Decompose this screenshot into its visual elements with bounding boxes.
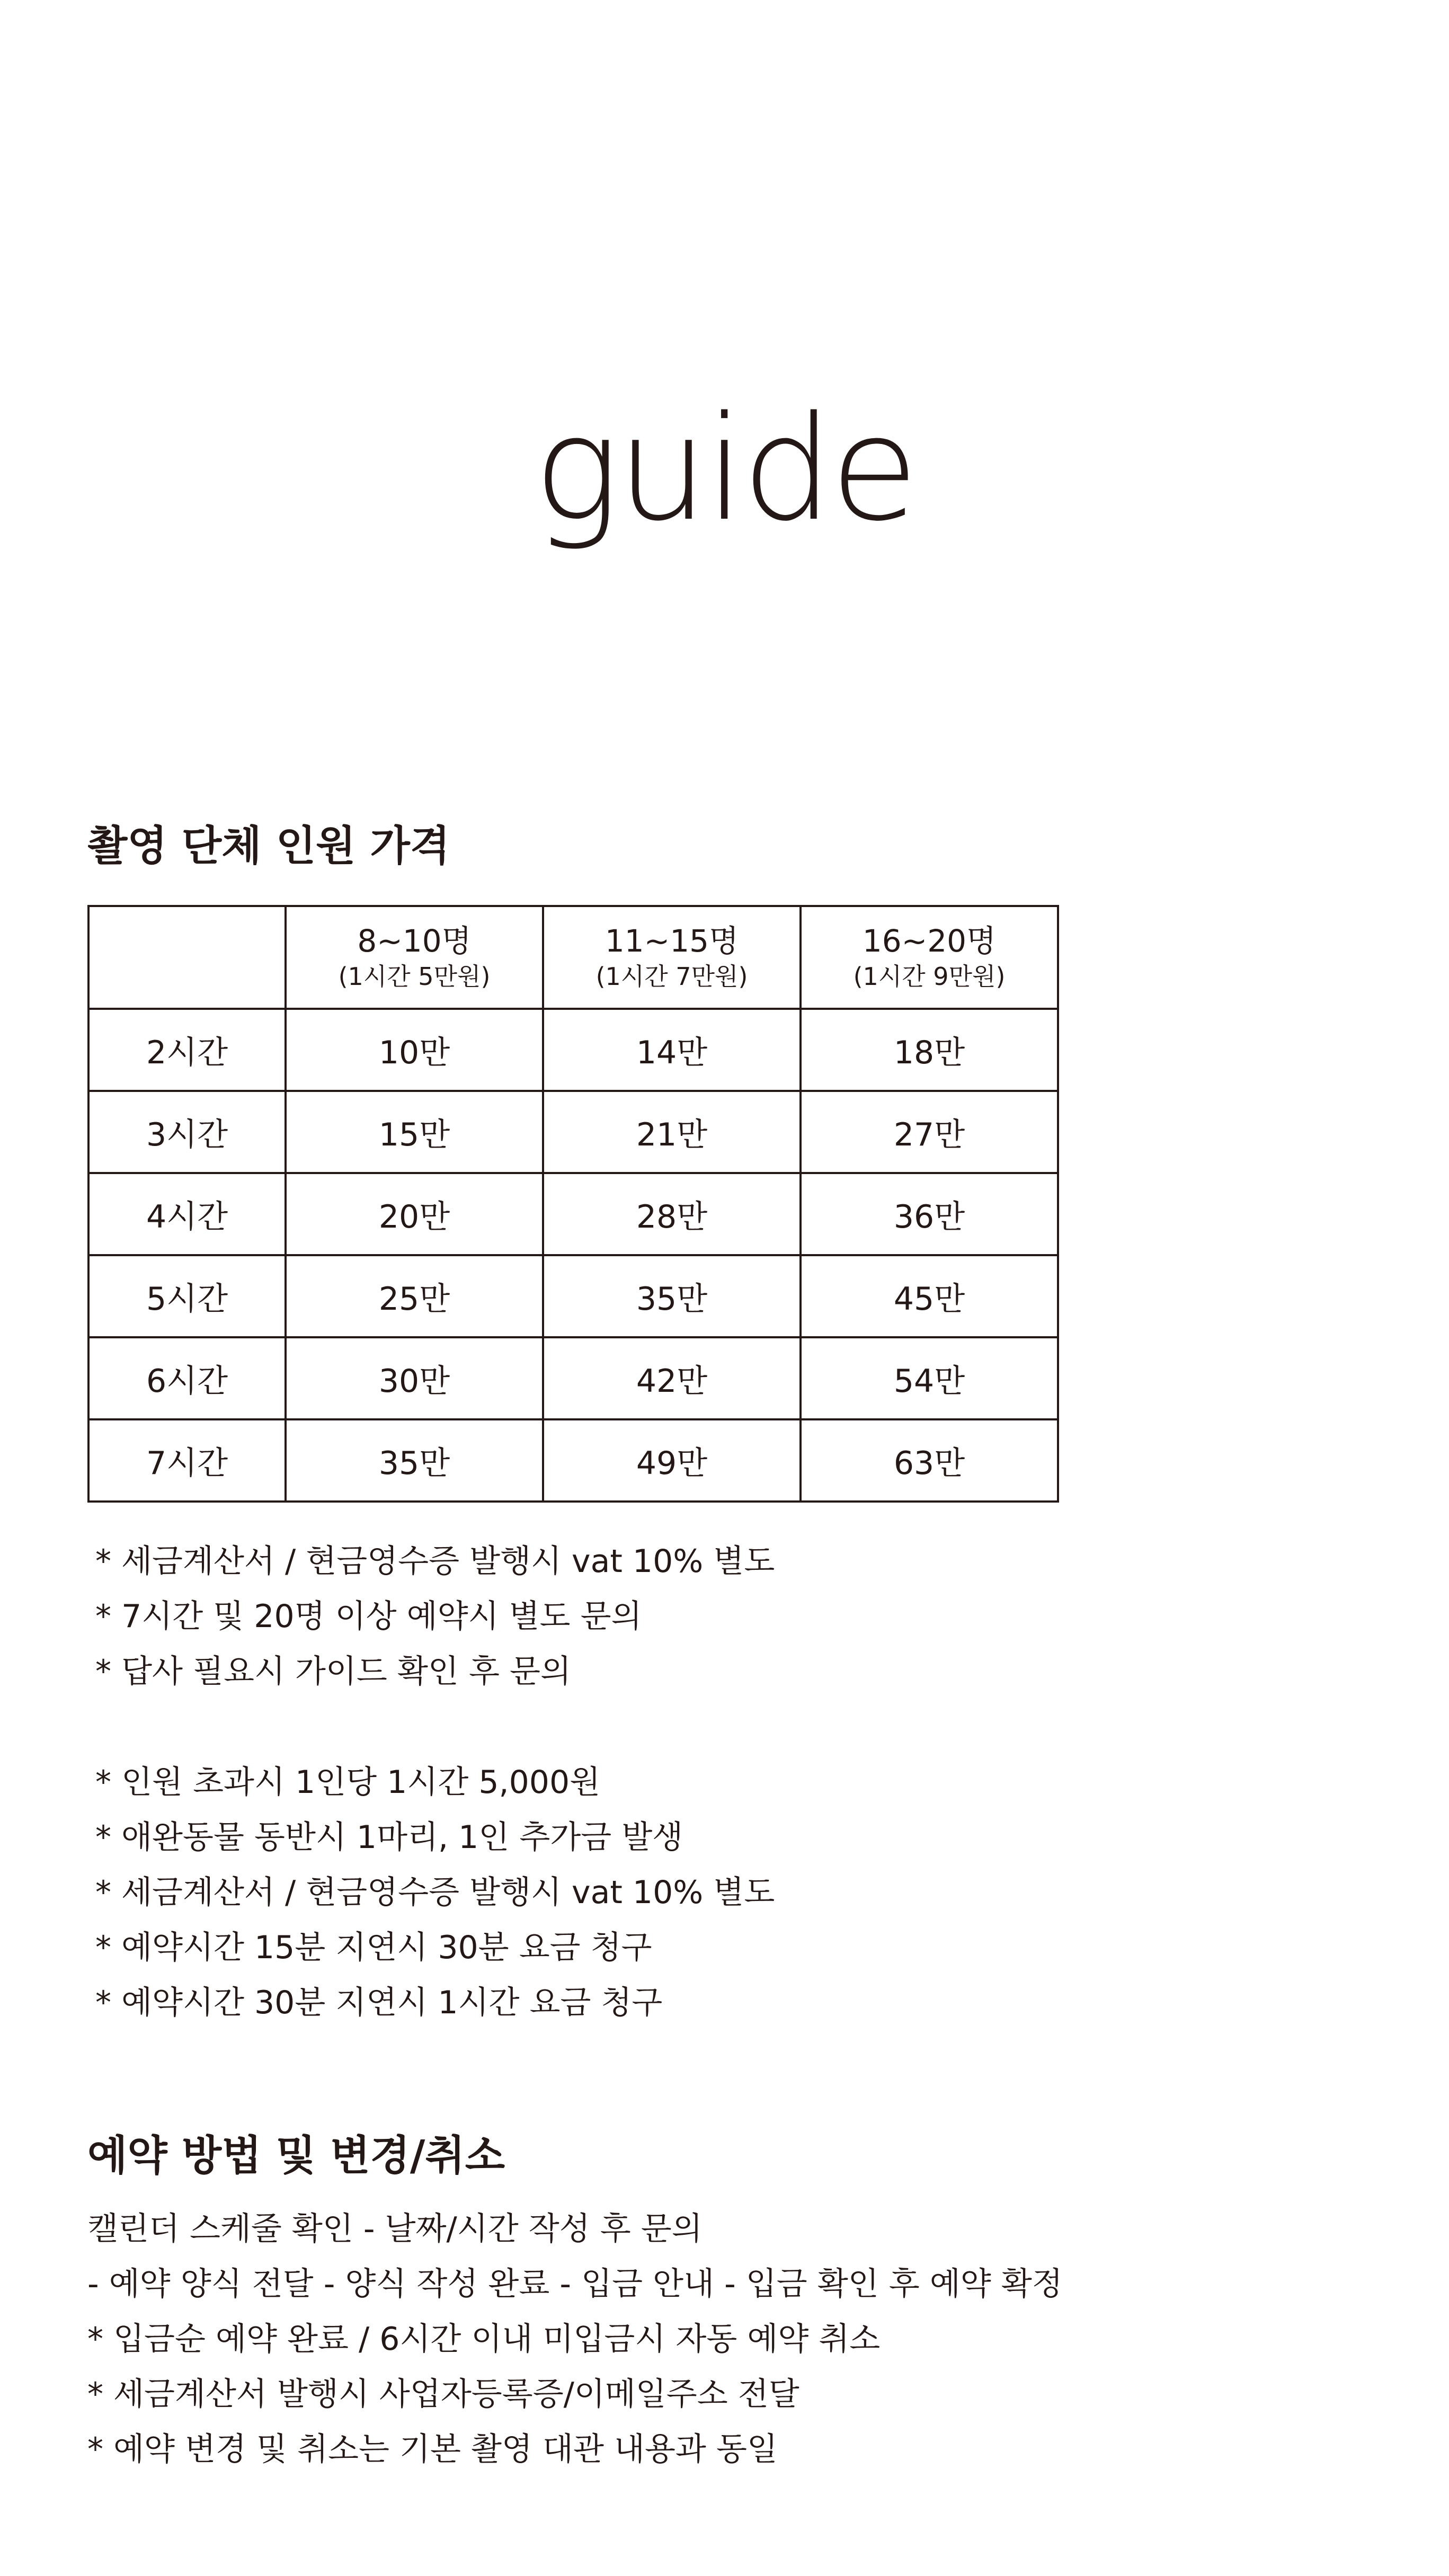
price-cell: 45만 bbox=[801, 1255, 1058, 1337]
price-cell: 28만 bbox=[543, 1173, 801, 1255]
price-cell: 30만 bbox=[286, 1337, 543, 1419]
reservation-section-heading: 예약 방법 및 변경/취소 bbox=[87, 2132, 505, 2180]
price-cell: 36만 bbox=[801, 1173, 1058, 1255]
row-duration-label: 6시간 bbox=[88, 1337, 286, 1419]
table-header-cell bbox=[286, 906, 543, 1009]
table-row bbox=[88, 1419, 1058, 1502]
price-cell: 15만 bbox=[286, 1091, 543, 1173]
price-cell: 21만 bbox=[543, 1091, 801, 1173]
note-item: * 예약시간 30분 지연시 1시간 요금 청구 bbox=[95, 1984, 663, 2021]
table-header-row bbox=[88, 906, 1058, 1009]
table-row bbox=[88, 1337, 1058, 1419]
row-duration-label: 3시간 bbox=[88, 1091, 286, 1173]
price-cell: 27만 bbox=[801, 1091, 1058, 1173]
table-row bbox=[88, 1173, 1058, 1255]
header-hourly-rate: (1시간 7만원) bbox=[595, 962, 748, 991]
price-cell: 63만 bbox=[801, 1419, 1058, 1502]
note-item: * 애완동물 동반시 1마리, 1인 추가금 발생 bbox=[95, 1819, 683, 1856]
header-people-label: 16~20명 bbox=[862, 923, 997, 960]
reservation-line: * 세금계산서 발행시 사업자등록증/이메일주소 전달 bbox=[87, 2376, 799, 2413]
extra-charge-notes-list bbox=[95, 1755, 775, 2030]
reservation-line: - 예약 양식 전달 - 양식 작성 완료 - 입금 안내 - 입금 확인 후 예약 확정 bbox=[87, 2266, 1063, 2303]
group-price-table bbox=[87, 905, 1059, 1503]
note-item: * 세금계산서 / 현금영수증 발행시 vat 10% 별도 bbox=[95, 1543, 775, 1580]
price-cell: 18만 bbox=[801, 1009, 1058, 1091]
table-row bbox=[88, 1255, 1058, 1337]
price-cell: 10만 bbox=[286, 1009, 543, 1091]
table-header-cell bbox=[543, 906, 801, 1009]
price-cell: 20만 bbox=[286, 1173, 543, 1255]
header-hourly-rate: (1시간 9만원) bbox=[853, 962, 1006, 991]
price-cell: 35만 bbox=[543, 1255, 801, 1337]
note-item: * 예약시간 15분 지연시 30분 요금 청구 bbox=[95, 1929, 652, 1966]
note-item: * 7시간 및 20명 이상 예약시 별도 문의 bbox=[95, 1598, 642, 1635]
row-duration-label: 4시간 bbox=[88, 1173, 286, 1255]
price-notes-list bbox=[95, 1534, 775, 1699]
header-hourly-rate: (1시간 5만원) bbox=[338, 962, 491, 991]
page-title: guide bbox=[533, 386, 916, 553]
table-header-cell bbox=[801, 906, 1058, 1009]
table-row bbox=[88, 1009, 1058, 1091]
price-cell: 42만 bbox=[543, 1337, 801, 1419]
reservation-line: 캘린더 스케줄 확인 - 날짜/시간 작성 후 문의 bbox=[87, 2210, 703, 2248]
price-cell: 14만 bbox=[543, 1009, 801, 1091]
table-row bbox=[88, 1091, 1058, 1173]
table-corner-cell bbox=[88, 906, 286, 1009]
note-item: * 인원 초과시 1인당 1시간 5,000원 bbox=[95, 1764, 601, 1801]
reservation-line: * 예약 변경 및 취소는 기본 촬영 대관 내용과 동일 bbox=[87, 2431, 778, 2468]
price-cell: 35만 bbox=[286, 1419, 543, 1502]
note-item: * 답사 필요시 가이드 확인 후 문의 bbox=[95, 1653, 571, 1690]
header-people-label: 8~10명 bbox=[357, 923, 472, 960]
price-cell: 49만 bbox=[543, 1419, 801, 1502]
row-duration-label: 5시간 bbox=[88, 1255, 286, 1337]
reservation-line: * 입금순 예약 완료 / 6시간 이내 미입금시 자동 예약 취소 bbox=[87, 2321, 881, 2358]
note-item: * 세금계산서 / 현금영수증 발행시 vat 10% 별도 bbox=[95, 1874, 775, 1911]
price-cell: 25만 bbox=[286, 1255, 543, 1337]
price-cell: 54만 bbox=[801, 1337, 1058, 1419]
header-people-label: 11~15명 bbox=[605, 923, 739, 960]
reservation-steps-list bbox=[87, 2201, 1063, 2477]
price-section-heading: 촬영 단체 인원 가격 bbox=[87, 822, 450, 870]
row-duration-label: 7시간 bbox=[88, 1419, 286, 1502]
row-duration-label: 2시간 bbox=[88, 1009, 286, 1091]
